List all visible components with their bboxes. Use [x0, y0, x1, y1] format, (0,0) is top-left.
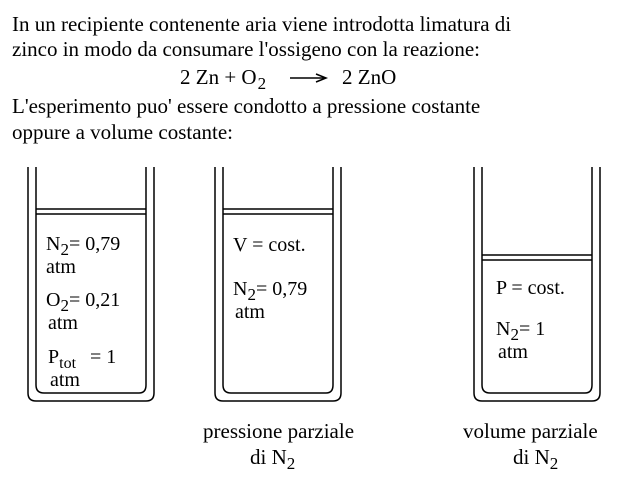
n2-unit-initial: atm: [46, 256, 76, 278]
n2-symbol: N: [46, 233, 61, 255]
n2-value: = 0,79: [255, 278, 308, 300]
caption-partial-pressure: pressione parziale: [203, 419, 355, 443]
intro-line-3: L'esperimento puo' essere condotto a pressione costante: [12, 94, 481, 118]
ptot-symbol: P: [48, 346, 60, 368]
caption-of-n2: di N: [250, 445, 287, 469]
caption-partial-volume: volume parziale: [463, 419, 598, 443]
n2-subscript: 2: [247, 285, 256, 304]
caption-n2-subscript: 2: [286, 454, 296, 473]
n2-value: = 0,79: [68, 233, 121, 255]
caption-n2-subscript: 2: [549, 454, 559, 473]
n2-partial-pressure-initial: [46, 232, 120, 257]
reaction-o2-subscript: 2: [257, 74, 267, 93]
intro-line-4: oppure a volume costante:: [12, 120, 234, 144]
n2-unit-constant-volume: atm: [235, 301, 265, 323]
caption-partial-pressure-of-n2: [250, 445, 295, 471]
n2-value: = 1: [518, 318, 546, 340]
n2-symbol: N: [496, 318, 511, 340]
n2-partial-pressure-constant-pressure: [496, 317, 545, 342]
o2-symbol: O: [46, 289, 61, 311]
ptot-subscript: tot: [59, 355, 77, 372]
intro-line-1: In un recipiente contenente aria viene introdotta limatura di: [12, 12, 512, 36]
intro-line-2: zinco in modo da consumare l'ossigeno con la reazione:: [12, 37, 480, 61]
condition-constant-pressure: P = cost.: [496, 277, 565, 299]
caption-of-n2: di N: [513, 445, 550, 469]
caption-partial-volume-of-n2: [513, 445, 558, 471]
ptot-value: = 1: [90, 346, 117, 368]
n2-subscript: 2: [60, 240, 69, 259]
o2-subscript: 2: [60, 296, 69, 315]
o2-value: = 0,21: [68, 289, 121, 311]
n2-symbol: N: [233, 278, 248, 300]
o2-partial-pressure-initial: [46, 288, 120, 313]
n2-partial-pressure-constant-volume: [233, 277, 307, 302]
n2-unit-constant-pressure: atm: [498, 341, 528, 363]
n2-subscript: 2: [510, 325, 519, 344]
reaction-reactants: 2 Zn + O: [180, 65, 257, 89]
reaction-products: 2 ZnO: [342, 65, 397, 89]
ptot-unit-initial: atm: [50, 369, 80, 391]
condition-constant-volume: V = cost.: [233, 234, 306, 256]
o2-unit-initial: atm: [48, 312, 78, 334]
reaction-arrow: [290, 74, 326, 82]
